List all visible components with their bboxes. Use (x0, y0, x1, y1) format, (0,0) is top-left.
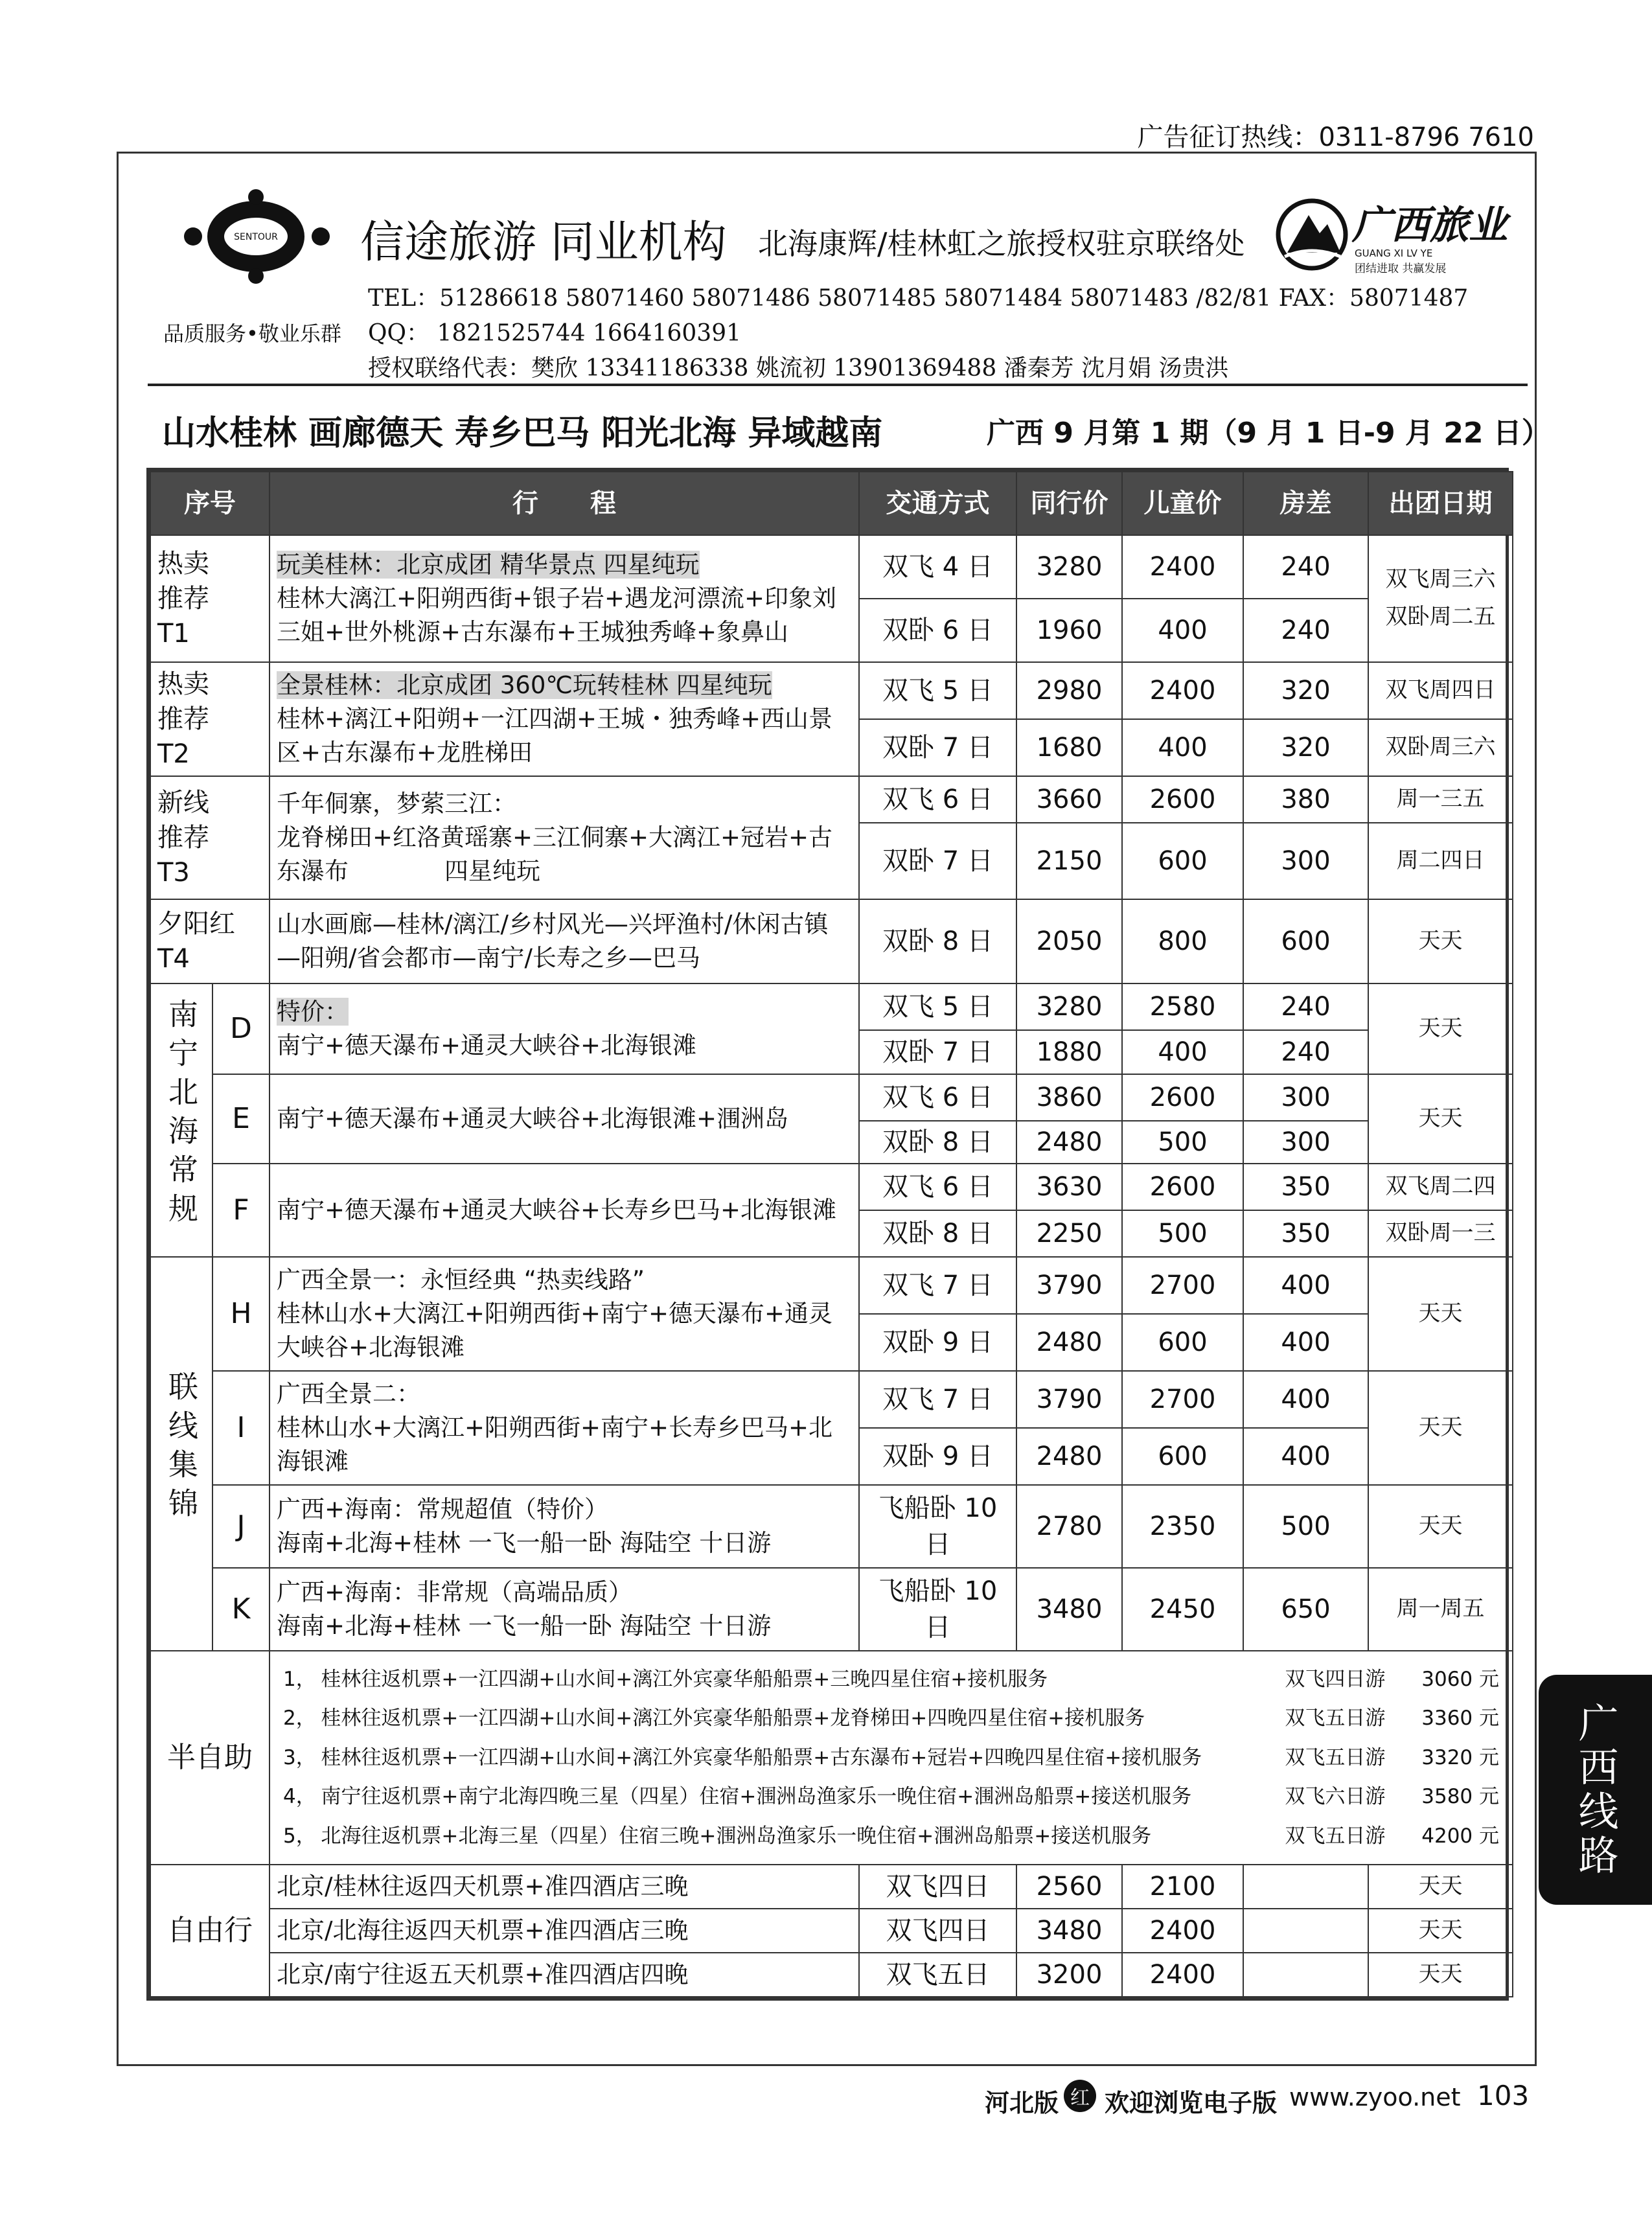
route-title: 全景桂林：北京成团 360℃玩转桂林 四星纯玩 (277, 671, 772, 700)
table-cell: 北京/北海往返四天机票+准四酒店三晚 (270, 1909, 859, 1953)
table-row (150, 1909, 1513, 1953)
table-cell: 天天 (1368, 1953, 1513, 1997)
guangxi-lvye-logo (1273, 194, 1519, 279)
table-cell: 300 (1243, 1074, 1368, 1121)
route-title: 广西全景二： (277, 1380, 420, 1408)
table-row (150, 1257, 1513, 1314)
side-tab-label: 广西线路 (1572, 1701, 1619, 1878)
logo-right-motto: 团结进取 共赢发展 (1355, 262, 1447, 275)
table-cell: 双卧 9 日 (859, 1428, 1016, 1485)
col-child-price: 儿童价 (1122, 472, 1243, 535)
contact-qq: QQ： 1821525744 1664160391 (368, 320, 741, 347)
table-cell: 双飞五日 (859, 1953, 1016, 1997)
table-cell: D (212, 983, 270, 1074)
table-row (150, 1371, 1513, 1428)
table-cell: 双飞四日 (859, 1909, 1016, 1953)
list-item: 3， 桂林往返机票+一江四湖+山水间+漓江外宾豪华船船票+古东瀑布+冠岩+四晚四星住宿+接机服务 双飞五日游 3320 元 (283, 1745, 1499, 1769)
list-item: 5， 北海往返机票+北海三星（四星）住宿三晚+涠洲岛渔家乐一晚住宿+涠洲岛船票+接送机服务 双飞五日游 4200 元 (283, 1824, 1499, 1848)
sentour-logo (175, 188, 337, 285)
col-transport: 交通方式 (859, 472, 1016, 535)
table-cell: J (212, 1485, 270, 1568)
table-cell: 天天 (1368, 1074, 1513, 1164)
table-cell: 飞船卧 10 日 (859, 1485, 1016, 1568)
table-row (150, 1568, 1513, 1651)
table-cell: 400 (1122, 719, 1243, 776)
table-cell: 双卧 8 日 (859, 1210, 1016, 1257)
table-cell: 3630 (1016, 1164, 1122, 1210)
footer-edition: 河北版 (985, 2089, 1059, 2117)
table-cell: 400 (1122, 599, 1243, 662)
table-cell: 1680 (1016, 719, 1122, 776)
table-cell (1243, 1909, 1368, 1953)
route-itinerary-j: 广西+海南：常规超值（特价） 海南+北海+桂林 一飞一船一卧 海陆空 十日游 (270, 1485, 859, 1568)
table-cell: 400 (1243, 1314, 1368, 1371)
table-cell: H (212, 1257, 270, 1371)
route-itinerary-t4: 山水画廊—桂林/漓江/乡村风光—兴坪渔村/休闲古镇—阳朔/省会都市—南宁/长寿之乡—巴马 (270, 899, 859, 983)
contact-tel: TEL：51286618 58071460 58071486 58071485 58071484 58071483 /82/81 FAX：58071487 (368, 285, 1469, 312)
table-row (150, 1651, 1513, 1865)
table-cell: 400 (1243, 1428, 1368, 1485)
table-cell: 双飞 7 日 (859, 1257, 1016, 1314)
table-cell: 3280 (1016, 983, 1122, 1030)
semi-self-guided-label: 半自助 (150, 1651, 270, 1865)
contact-representatives: 授权联络代表：樊欣 13341186338 姚流初 13901369488 潘秦芳 沈月娟 汤贵洪 (368, 355, 1229, 382)
col-seq: 序号 (150, 472, 270, 535)
table-cell: 双飞 7 日 (859, 1371, 1016, 1428)
table-cell: 3660 (1016, 776, 1122, 823)
table-cell: 3200 (1016, 1953, 1122, 1997)
col-departure: 出团日期 (1368, 472, 1513, 535)
table-cell: 500 (1122, 1210, 1243, 1257)
table-cell: 1960 (1016, 599, 1122, 662)
table-cell: 双卧 9 日 (859, 1314, 1016, 1371)
route-title: 广西+海南：非常规（高端品质） (277, 1578, 633, 1607)
table-cell: 双飞 5 日 (859, 983, 1016, 1030)
table-cell: 2050 (1016, 899, 1122, 983)
table-cell: 500 (1243, 1485, 1368, 1568)
logo-left-text: SENTOUR (234, 232, 278, 242)
list-item: 1， 桂林往返机票+一江四湖+山水间+漓江外宾豪华船船票+三晚四星住宿+接机服务 双飞四日游 3060 元 (283, 1667, 1499, 1691)
list-item: 2， 桂林往返机票+一江四湖+山水间+漓江外宾豪华船船票+龙脊梯田+四晚四星住宿+接机服务 双飞五日游 3360 元 (283, 1707, 1499, 1730)
table-row (150, 535, 1513, 599)
table-row (150, 662, 1513, 719)
table-cell: 2350 (1122, 1485, 1243, 1568)
table-cell: 周一周五 (1368, 1568, 1513, 1651)
issue-note: 广西 9 月第 1 期（9 月 1 日-9 月 22 日） (987, 417, 1550, 450)
table-cell: 300 (1243, 1121, 1368, 1164)
table-cell: 400 (1122, 1030, 1243, 1074)
table-cell: 2480 (1016, 1121, 1122, 1164)
table-cell: 400 (1243, 1257, 1368, 1314)
table-cell: 天天 (1368, 899, 1513, 983)
table-cell: 350 (1243, 1210, 1368, 1257)
ad-hotline: 广告征订热线：0311-8796 7610 (1137, 122, 1534, 152)
table-cell: 双飞 5 日 (859, 662, 1016, 719)
table-cell: 600 (1122, 1428, 1243, 1485)
table-cell: 2480 (1016, 1428, 1122, 1485)
route-itinerary-k: 广西+海南：非常规（高端品质） 海南+北海+桂林 一飞一船一卧 海陆空 十日游 (270, 1568, 859, 1651)
table-cell: 2600 (1122, 776, 1243, 823)
table-cell: 飞船卧 10 日 (859, 1568, 1016, 1651)
table-cell: 双飞 6 日 (859, 776, 1016, 823)
table-cell: 3860 (1016, 1074, 1122, 1121)
route-title: 广西+海南：常规超值（特价） (277, 1495, 609, 1524)
table-cell: 双飞四日 (859, 1865, 1016, 1909)
list-item: 4， 南宁往返机票+南宁北海四晚三星（四星）住宿+涠洲岛渔家乐一晚住宿+涠洲岛船票+接送机服务 双飞六日游 3580 元 (283, 1785, 1499, 1809)
table-row (150, 1485, 1513, 1568)
table-cell: 240 (1243, 599, 1368, 662)
slogan: 品质服务•敬业乐群 (163, 321, 341, 346)
col-room-diff: 房差 (1243, 472, 1368, 535)
route-title: 广西全景一：永恒经典 “热卖线路” (277, 1266, 645, 1294)
route-itinerary-d: 特价： 南宁+德天瀑布+通灵大峡谷+北海银滩 (270, 983, 859, 1074)
table-cell: 双飞 4 日 (859, 535, 1016, 599)
table-cell: 2150 (1016, 823, 1122, 899)
col-price: 同行价 (1016, 472, 1122, 535)
table-cell: 600 (1122, 1314, 1243, 1371)
headline: 山水桂林 画廊德天 寿乡巴马 阳光北海 异域越南 (162, 414, 883, 453)
table-cell: 双卧 7 日 (859, 719, 1016, 776)
table-cell: 双飞 6 日 (859, 1074, 1016, 1121)
table-cell: 2600 (1122, 1074, 1243, 1121)
table-cell: 350 (1243, 1164, 1368, 1210)
route-itinerary-h: 广西全景一：永恒经典 “热卖线路” 桂林山水+大漓江+阳朔西街+南宁+德天瀑布+通灵大峡谷+北海银滩 (270, 1257, 859, 1371)
table-row (150, 1164, 1513, 1210)
footer-url-link[interactable]: www.zyoo.net (1289, 2083, 1461, 2111)
group-nanning-beihai: 南宁北海常规 (150, 983, 212, 1257)
table-cell: 天天 (1368, 1909, 1513, 1953)
route-title: 千年侗寨，梦萦三江： (277, 790, 516, 818)
table-cell: 600 (1122, 823, 1243, 899)
table-cell: 双卧周三六 (1368, 719, 1513, 776)
table-cell: 2400 (1122, 662, 1243, 719)
table-header-row (150, 472, 1513, 535)
table-cell: 320 (1243, 662, 1368, 719)
route-itinerary-f: 南宁+德天瀑布+通灵大峡谷+长寿乡巴马+北海银滩 (270, 1164, 859, 1257)
table-cell: 2480 (1016, 1314, 1122, 1371)
table-cell: 双卧 7 日 (859, 823, 1016, 899)
table-cell: 北京/南宁往返五天机票+准四酒店四晚 (270, 1953, 859, 1997)
table-cell: 2400 (1122, 1909, 1243, 1953)
table-row (150, 1865, 1513, 1909)
table-row (150, 899, 1513, 983)
col-itinerary: 行 程 (270, 472, 859, 535)
group-combo-routes: 联线集锦 (150, 1257, 212, 1651)
table-cell: 1880 (1016, 1030, 1122, 1074)
table-cell: 400 (1243, 1371, 1368, 1428)
route-seq-t1: 热卖 推荐 T1 (150, 535, 270, 662)
table-cell: 双卧 8 日 (859, 899, 1016, 983)
table-cell: 600 (1243, 899, 1368, 983)
table-cell: 天天 (1368, 1865, 1513, 1909)
table-cell: 2450 (1122, 1568, 1243, 1651)
table-cell: 650 (1243, 1568, 1368, 1651)
table-cell: 天天 (1368, 1485, 1513, 1568)
route-price-table (146, 468, 1509, 2001)
table-cell: 2560 (1016, 1865, 1122, 1909)
table-cell: 双卧 6 日 (859, 599, 1016, 662)
table-cell (1243, 1953, 1368, 1997)
company-name: 信途旅游 同业机构 (360, 217, 727, 268)
route-seq-t2: 热卖 推荐 T2 (150, 662, 270, 776)
table-cell: 2400 (1122, 535, 1243, 599)
header-divider (148, 384, 1528, 386)
table-cell: 周一三五 (1368, 776, 1513, 823)
table-cell: 天天 (1368, 983, 1513, 1074)
route-title: 玩美桂林：北京成团 精华景点 四星纯玩 (277, 551, 700, 579)
table-cell: 2780 (1016, 1485, 1122, 1568)
table-cell: 240 (1243, 1030, 1368, 1074)
table-cell: 周二四日 (1368, 823, 1513, 899)
agency-note: 北海康辉/桂林虹之旅授权驻京联络处 (758, 226, 1245, 261)
table-cell: 2580 (1122, 983, 1243, 1030)
table-cell: 2980 (1016, 662, 1122, 719)
table-cell: 380 (1243, 776, 1368, 823)
table-cell: 双卧 7 日 (859, 1030, 1016, 1074)
section-side-tab (1539, 1675, 1652, 1905)
footer-badge-icon: 红 (1064, 2080, 1096, 2112)
table-cell (1243, 1865, 1368, 1909)
route-itinerary-t3: 千年侗寨，梦萦三江： 龙脊梯田+红洛黄瑶寨+三江侗寨+大漓江+冠岩+古东瀑布 四星纯玩 (270, 776, 859, 899)
free-travel-label: 自由行 (150, 1865, 270, 1997)
semi-self-guided-list (270, 1651, 1513, 1865)
table-cell: 北京/桂林往返四天机票+准四酒店三晚 (270, 1865, 859, 1909)
table-cell: 2700 (1122, 1257, 1243, 1314)
table-cell: 2600 (1122, 1164, 1243, 1210)
table-cell: 3480 (1016, 1568, 1122, 1651)
table-cell: 2100 (1122, 1865, 1243, 1909)
table-cell: 双飞周四日 (1368, 662, 1513, 719)
table-cell: 双飞周二四 (1368, 1164, 1513, 1210)
logo-right-title: 广西旅业 (1352, 203, 1508, 248)
route-itinerary-t2: 全景桂林：北京成团 360℃玩转桂林 四星纯玩 桂林+漓江+阳朔+一江四湖+王城・独秀峰+西山景区+古东瀑布+龙胜梯田 (270, 662, 859, 776)
table-cell: 天天 (1368, 1371, 1513, 1485)
table-cell: 2700 (1122, 1371, 1243, 1428)
table-cell: 2250 (1016, 1210, 1122, 1257)
route-itinerary-e: 南宁+德天瀑布+通灵大峡谷+北海银滩+涠洲岛 (270, 1074, 859, 1164)
table-row (150, 1953, 1513, 1997)
table-cell: 天天 (1368, 1257, 1513, 1371)
table-cell: 240 (1243, 535, 1368, 599)
table-cell: 2400 (1122, 1953, 1243, 1997)
logo-right-sub: GUANG XI LV YE (1355, 247, 1433, 259)
page-number: 103 (1477, 2080, 1530, 2111)
table-row (150, 776, 1513, 823)
table-cell: 240 (1243, 983, 1368, 1030)
table-cell: 双卧 8 日 (859, 1121, 1016, 1164)
table-cell: F (212, 1164, 270, 1257)
table-cell: 800 (1122, 899, 1243, 983)
table-cell: 3790 (1016, 1257, 1122, 1314)
table-cell: K (212, 1568, 270, 1651)
route-itinerary-t1: 玩美桂林：北京成团 精华景点 四星纯玩 桂林大漓江+阳朔西街+银子岩+遇龙河漂流+印象刘三姐+世外桃源+古东瀑布+王城独秀峰+象鼻山 (270, 535, 859, 662)
route-seq-t3: 新线 推荐 T3 (150, 776, 270, 899)
route-title: 特价： (277, 998, 349, 1026)
table-cell: 300 (1243, 823, 1368, 899)
table-cell: 3280 (1016, 535, 1122, 599)
table-cell: 500 (1122, 1121, 1243, 1164)
table-row (150, 983, 1513, 1030)
table-cell: I (212, 1371, 270, 1485)
footer-welcome: 欢迎浏览电子版 (1105, 2089, 1278, 2117)
departure-days: 双飞周三六 双卧周二五 (1368, 535, 1513, 662)
table-cell: 双飞 6 日 (859, 1164, 1016, 1210)
table-cell: 3790 (1016, 1371, 1122, 1428)
table-cell: 双卧周一三 (1368, 1210, 1513, 1257)
route-seq-t4: 夕阳红 T4 (150, 899, 270, 983)
table-cell: 3480 (1016, 1909, 1122, 1953)
table-cell: E (212, 1074, 270, 1164)
table-row (150, 1074, 1513, 1121)
table-cell: 320 (1243, 719, 1368, 776)
route-itinerary-i: 广西全景二： 桂林山水+大漓江+阳朔西街+南宁+长寿乡巴马+北海银滩 (270, 1371, 859, 1485)
